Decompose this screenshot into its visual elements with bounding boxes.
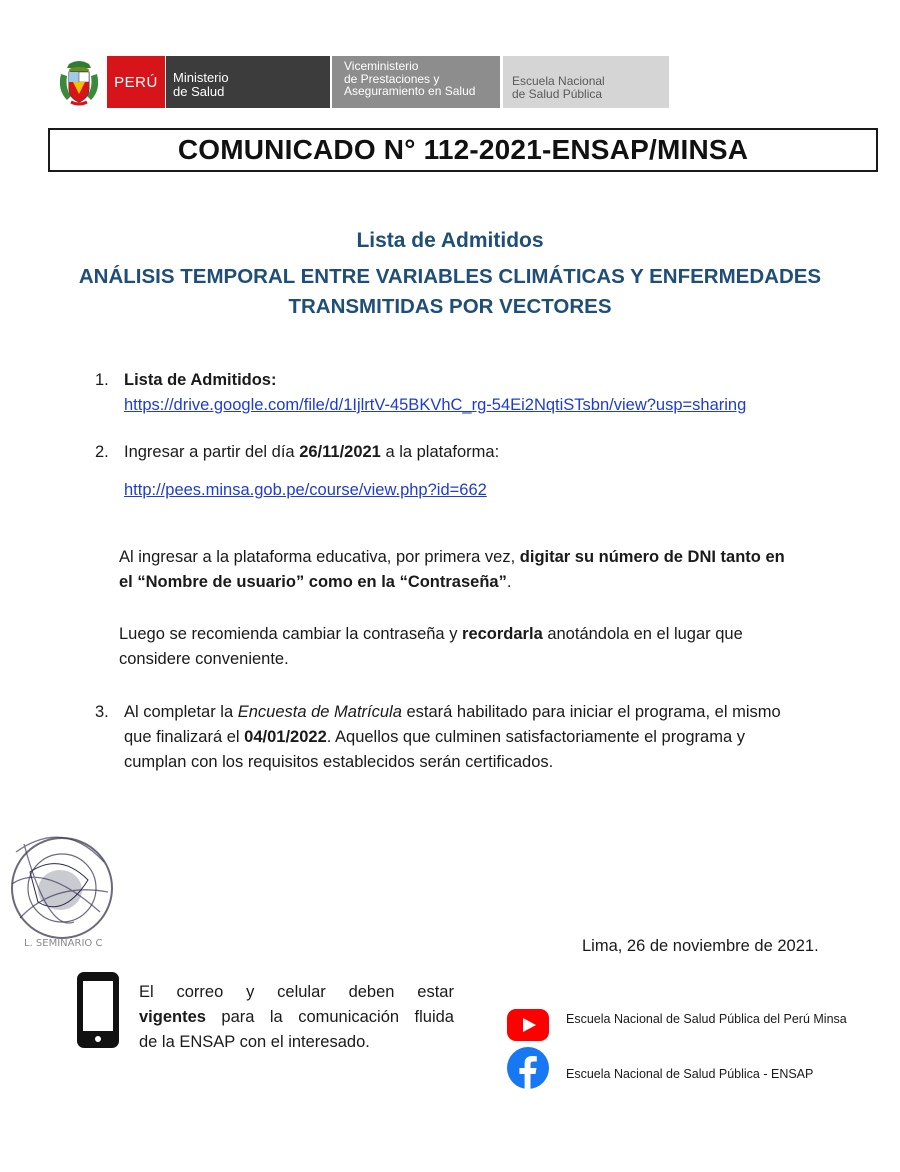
contact-notice [139,980,454,1055]
notice-word: celular [277,983,326,1001]
peru-coat-of-arms-icon [55,56,103,108]
item-3-line-1-after: estará habilitado para iniciar el programa, el mismo [401,703,781,721]
platform-link[interactable]: http://pees.minsa.gob.pe/course/view.php?id=662 [124,481,487,499]
item-3-italic: Encuesta de Matrícula [237,703,402,721]
notice-word: para [221,1008,255,1026]
item-3-line-1-before: Al completar la [124,703,238,721]
para-2-bold: recordarla [462,625,543,643]
vice-line-1: Viceministerio [344,59,419,73]
facebook-icon[interactable] [506,1046,550,1090]
para-2-after: anotándola en el lugar que [542,625,743,643]
para-2-before: Luego se recomienda cambiar la contraseña y [119,625,463,643]
notice-bold-word: vigentes [139,1008,206,1026]
signature-name-text: L. SEMINARIO C [24,938,103,949]
notice-word: fluida [414,1008,454,1026]
course-title-line-2: TRANSMITIDAS POR VECTORES [288,295,612,318]
youtube-icon[interactable] [506,1007,550,1043]
item-3-line-2-before: que finalizará el [124,728,245,746]
password-instruction [119,622,864,672]
item-2-number: 2. [95,443,109,461]
item-1-label: Lista de Admitidos: [124,371,277,389]
para-2-line-2: considere conveniente. [119,650,289,668]
para-1-bold-line-2: el “Nombre de usuario” como en la “Contraseña” [119,573,507,591]
dni-instruction [119,545,864,595]
para-1-after: . [506,573,512,591]
document-title: COMUNICADO N° 112-2021-ENSAP/MINSA [48,128,878,172]
item-3-date: 04/01/2022 [244,728,327,746]
para-1-bold-line-1: digitar su número de DNI tanto en [519,548,785,566]
item-3-number: 3. [95,703,109,721]
item-3-text [124,700,869,775]
para-1-before: Al ingresar a la plataforma educativa, por primera vez, [119,548,520,566]
youtube-channel-label[interactable]: Escuela Nacional de Salud Pública del Perú Minsa [566,1012,847,1026]
admitted-list-link[interactable]: https://drive.google.com/file/d/1IjlrtV-45BKVhC_rg-54Ei2NqtiSTsbn/view?usp=sharing [124,396,747,414]
item-2-text [124,440,499,465]
notice-word: la [269,1008,283,1026]
escuela-logo [503,56,669,108]
item-2-text-before: Ingresar a partir del día [124,443,300,461]
escuela-line-1: Escuela Nacional [512,74,605,88]
item-1-content [124,368,746,418]
notice-word: comunicación [298,1008,400,1026]
notice-word: y [246,983,255,1001]
notice-line-1 [139,980,454,1005]
item-3-line-2-after: . Aquellos que culminen satisfactoriamente el programa y [326,728,745,746]
escuela-line-2: de Salud Pública [512,87,603,101]
item-3-line-3: cumplan con los requisitos establecidos serán certificados. [124,753,554,771]
ministerio-line-2: de Salud [173,84,225,99]
official-stamp-signature [4,822,116,954]
vice-line-3: Aseguramiento en Salud [344,84,476,98]
notice-word: deben [348,983,395,1001]
ministerio-logo [166,56,330,108]
notice-word: estar [417,983,454,1001]
vice-line-2: de Prestaciones y [344,71,440,86]
notice-word: correo [176,983,224,1001]
peru-logo-label: PERÚ [107,56,165,108]
ministerio-line-1: Ministerio [173,70,229,85]
course-title [0,262,900,322]
notice-word: El [139,983,154,1001]
item-2-date: 26/11/2021 [299,443,381,461]
list-subtitle: Lista de Admitidos [356,229,544,252]
facebook-page-label[interactable]: Escuela Nacional de Salud Pública - ENSAP [566,1067,814,1081]
item-2-text-after: a la plataforma: [380,443,500,461]
notice-line-3: de la ENSAP con el interesado. [139,1033,370,1051]
item-1-number: 1. [95,371,109,389]
mobile-phone-icon [76,971,120,1049]
viceministerio-logo [332,56,500,108]
date-place: Lima, 26 de noviembre de 2021. [582,937,819,955]
course-title-line-1: ANÁLISIS TEMPORAL ENTRE VARIABLES CLIMÁTICAS Y ENFERMEDADES [78,265,822,288]
notice-line-2 [139,1005,454,1030]
